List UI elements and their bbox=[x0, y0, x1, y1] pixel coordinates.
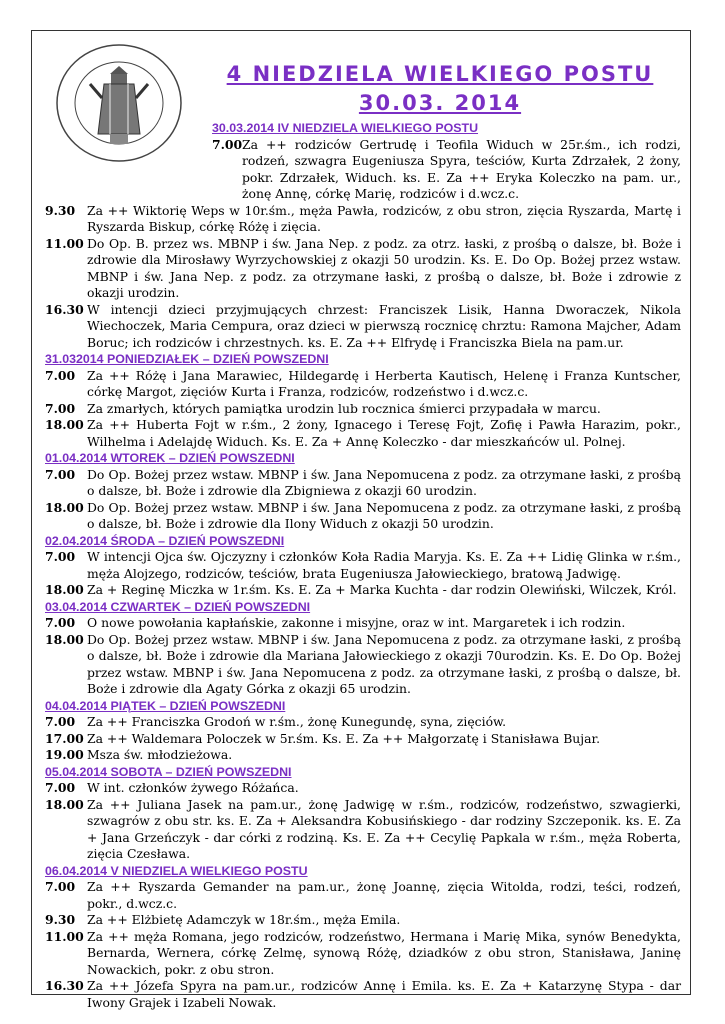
mass-time: 7.00 bbox=[45, 367, 76, 383]
mass-entry bbox=[45, 912, 681, 929]
mass-entry bbox=[45, 929, 681, 979]
mass-time: 9.30 bbox=[45, 912, 76, 927]
mass-entry bbox=[45, 582, 681, 599]
day-heading: 04.04.2014 PIĄTEK – DZIEŃ POWSZEDNI bbox=[45, 698, 286, 713]
mass-time: 18.00 bbox=[45, 582, 84, 597]
mass-time: 18.00 bbox=[45, 499, 84, 515]
day-heading: 06.04.2014 V NIEDZIELA WIELKIEGO POSTU bbox=[45, 863, 308, 878]
mass-time: 16.30 bbox=[45, 978, 84, 993]
mass-time: 7.00 bbox=[212, 136, 243, 152]
mass-time: 7.00 bbox=[45, 549, 76, 564]
mass-entry bbox=[45, 632, 681, 698]
mass-time: 18.00 bbox=[45, 796, 84, 812]
mass-intention: O nowe powołania kapłańskie, zakonne i misyjne, oraz w int. Margaretek i ich rodzin. bbox=[87, 615, 626, 630]
mass-entry bbox=[45, 401, 681, 418]
day-heading: 02.04.2014 ŚRODA – DZIEŃ POWSZEDNI bbox=[45, 533, 285, 548]
mass-entry bbox=[45, 780, 681, 797]
page-title: 4 NIEDZIELA WIELKIEGO POSTU bbox=[226, 62, 654, 86]
mass-intention: Do Op. Bożej przez wstaw. MBNP i św. Jana Nepomucena z podz. za otrzymane łaski, z prośbą o dalsze, bł. Boże i zdrowie dla Mariana Jałowieckiego z okazji 70urodzin. Ks. E. Do Op. Bożej przez wstaw. MBNP i św. Jana Nepomucena z podz. za otrzymane łaski, z prośbą o dalsze, bł. Boże i zdrowie dla Agaty Górka z okazji 65 urodzin. bbox=[87, 631, 681, 696]
day-heading: 01.04.2014 WTOREK – DZIEŃ POWSZEDNI bbox=[45, 451, 295, 465]
mass-entry bbox=[45, 137, 681, 203]
mass-time: 18.00 bbox=[45, 417, 84, 432]
mass-time: 7.00 bbox=[45, 714, 76, 729]
mass-intention: Za + Reginę Miczka w 1r.śm. Ks. E. Za + Marka Kuchta - dar rodzin Olewiński, Wilczek, Król. bbox=[87, 582, 677, 597]
mass-schedule bbox=[45, 120, 681, 1011]
mass-entry bbox=[45, 549, 681, 582]
mass-intention: Za ++ Huberta Fojt w r.śm., 2 żony, Ignacego i Teresę Fojt, Zofię i Pawła Harazim, pokr., Wilhelma i Adelajdę Widuch. Ks. E. Za + Annę Koleczko - dar mieszkańców ul. Polnej. bbox=[87, 417, 681, 449]
mass-intention: Za ++ Elżbietę Adamczyk w 18r.śm., męża Emila. bbox=[87, 912, 401, 927]
mass-intention: Do Op. B. przez ws. MBNP i św. Jana Nep. z podz. za otrz. łaski, z prośbą o dalsze, bł. Boże i zdrowie dla Mirosławy Wyrzychowskiej z okazji 50 urodzin. Ks. E. Do Op. Bożej przez wstaw. MBNP i św. Jana Nep. z podz. za otrzymane łaski, z prośbą o dalsze, bł. Boże i zdrowie z okazji urodzin. bbox=[87, 235, 681, 300]
mass-entry bbox=[45, 879, 681, 912]
mass-intention: Za ++ Franciszka Grodoń w r.śm., żonę Kunegundę, syna, zięciów. bbox=[87, 714, 507, 729]
mass-time: 7.00 bbox=[45, 780, 76, 795]
mass-entry bbox=[45, 731, 681, 748]
mass-entry bbox=[45, 236, 681, 302]
mass-entry bbox=[45, 615, 681, 632]
mass-time: 7.00 bbox=[45, 879, 76, 894]
mass-intention: W intencji dzieci przyjmujących chrzest: Franciszek Lisik, Hanna Dworaczek, Nikola Wiechoczek, Maria Cempura, oraz dzieci w pierwszą rocznicę chrztu: Ramona Majcher, Adam Boruc; ich rodziców i chrzestnych. ks. E. Za ++ Elfrydę i Franciszka Biela na pam.ur. bbox=[87, 301, 681, 350]
mass-intention: Za ++ rodziców Gertrudę i Teofila Widuch w 25r.śm., ich rodzi, rodzeń, szwagra Eugeniusza Spyra, teściów, Kurta Zdrzałek, 2 żony, pokr. Zdrzałek, Widuch. ks. E. Za ++ Eryka Koleczko na pam. ur., żonę Annę, córkę Marię, rodziców i d.wcz.c. bbox=[242, 136, 681, 201]
mass-entry bbox=[45, 797, 681, 863]
mass-time: 18.00 bbox=[45, 631, 84, 647]
mass-time: 17.00 bbox=[45, 730, 84, 746]
mass-time: 7.00 bbox=[45, 400, 76, 416]
mass-time: 7.00 bbox=[45, 615, 76, 630]
day-heading: 05.04.2014 SOBOTA – DZIEŃ POWSZEDNI bbox=[45, 764, 292, 779]
mass-entry bbox=[45, 978, 681, 1011]
mass-intention: Do Op. Bożej przez wstaw. MBNP i św. Jana Nepomucena z podz. za otrzymane łaski, z prośbą o dalsze, bł. Boże i zdrowie dla Zbigniewa z okazji 60 urodzin. bbox=[87, 466, 681, 498]
mass-entry bbox=[45, 747, 681, 764]
day-heading: 03.04.2014 CZWARTEK – DZIEŃ POWSZEDNI bbox=[45, 599, 311, 614]
mass-time: 11.00 bbox=[45, 235, 84, 251]
mass-entry bbox=[45, 714, 681, 731]
mass-intention: W int. członków żywego Różańca. bbox=[87, 780, 299, 795]
mass-intention: W intencji Ojca św. Ojczyzny i członków Koła Radia Maryja. Ks. E. Za ++ Lidię Glinka w r.śm., męża Alojzego, rodziców, teściów, brata Eugeniusza Jałowieckiego, bratową Jadwigę. bbox=[87, 549, 681, 581]
mass-entry bbox=[45, 203, 681, 236]
day-heading: 30.03.2014 IV NIEDZIELA WIELKIEGO POSTU bbox=[212, 121, 479, 135]
mass-entry bbox=[45, 368, 681, 401]
mass-entry bbox=[45, 417, 681, 450]
mass-intention: Do Op. Bożej przez wstaw. MBNP i św. Jana Nepomucena z podz. za otrzymane łaski, z prośbą o dalsze, bł. Boże i zdrowie dla Ilony Widuch z okazji 50 urodzin. bbox=[87, 499, 681, 531]
mass-intention: Za zmarłych, których pamiątka urodzin lub rocznica śmierci przypadała w marcu. bbox=[87, 400, 601, 416]
mass-intention: Za ++ Ryszarda Gemander na pam.ur., żonę Joannę, zięcia Witolda, rodzi, teści, rodzeń, pokr., d.wcz.c. bbox=[87, 879, 681, 911]
mass-time: 19.00 bbox=[45, 747, 84, 762]
mass-intention: Za ++ Waldemara Poloczek w 5r.śm. Ks. E. Za ++ Małgorzatę i Stanisława Bujar. bbox=[87, 730, 601, 746]
mass-intention: Za ++ Józefa Spyra na pam.ur., rodziców Annę i Emila. ks. E. Za + Katarzynę Stypa - dar Iwony Grajek i Izabeli Nowak. bbox=[87, 978, 681, 1010]
mass-intention: Msza św. młodzieżowa. bbox=[87, 747, 233, 762]
mass-entry bbox=[45, 467, 681, 500]
mass-intention: Za ++ Wiktorię Weps w 10r.śm., męża Pawła, rodziców, z obu stron, zięcia Ryszarda, Martę i Ryszarda Biskup, córkę Różę i zięcia. bbox=[87, 202, 681, 234]
mass-time: 11.00 bbox=[45, 928, 84, 944]
mass-time: 16.30 bbox=[45, 301, 84, 317]
mass-time: 7.00 bbox=[45, 466, 76, 482]
mass-intention: Za ++ Różę i Jana Marawiec, Hildegardę i Herberta Kautisch, Helenę i Franza Kuntscher, córkę Margot, zięciów Kurta i Franza, rodziców, rodzeństwo i d.wcz.c. bbox=[87, 367, 681, 399]
page-date: 30.03. 2014 bbox=[358, 91, 522, 115]
day-heading: 31.032014 PONIEDZIAŁEK – DZIEŃ POWSZEDNI bbox=[45, 352, 329, 366]
mass-time: 9.30 bbox=[45, 202, 76, 218]
mass-intention: Za ++ Juliana Jasek na pam.ur., żonę Jadwigę w r.śm., rodziców, rodzeństwo, szwagierki, szwagrów z obu str. ks. E. Za + Aleksandra Kobusińskiego - dar rodziny Szczeponik. ks. E. Za + Jana Grzeńczyk - dar córki z rodziną. Ks. E. Za ++ Cecylię Papkala w r.śm., męża Roberta, zięcia Czesława. bbox=[87, 796, 681, 861]
mass-intention: Za ++ męża Romana, jego rodziców, rodzeństwo, Hermana i Marię Mika, synów Benedykta, Bernarda, Wernera, córkę Zelmę, synową Różę, dziadków z obu stron, Stanisława, Janinę Nowackich, pokr. z obu stron. bbox=[87, 928, 681, 977]
mass-entry bbox=[45, 500, 681, 533]
mass-entry bbox=[45, 302, 681, 352]
